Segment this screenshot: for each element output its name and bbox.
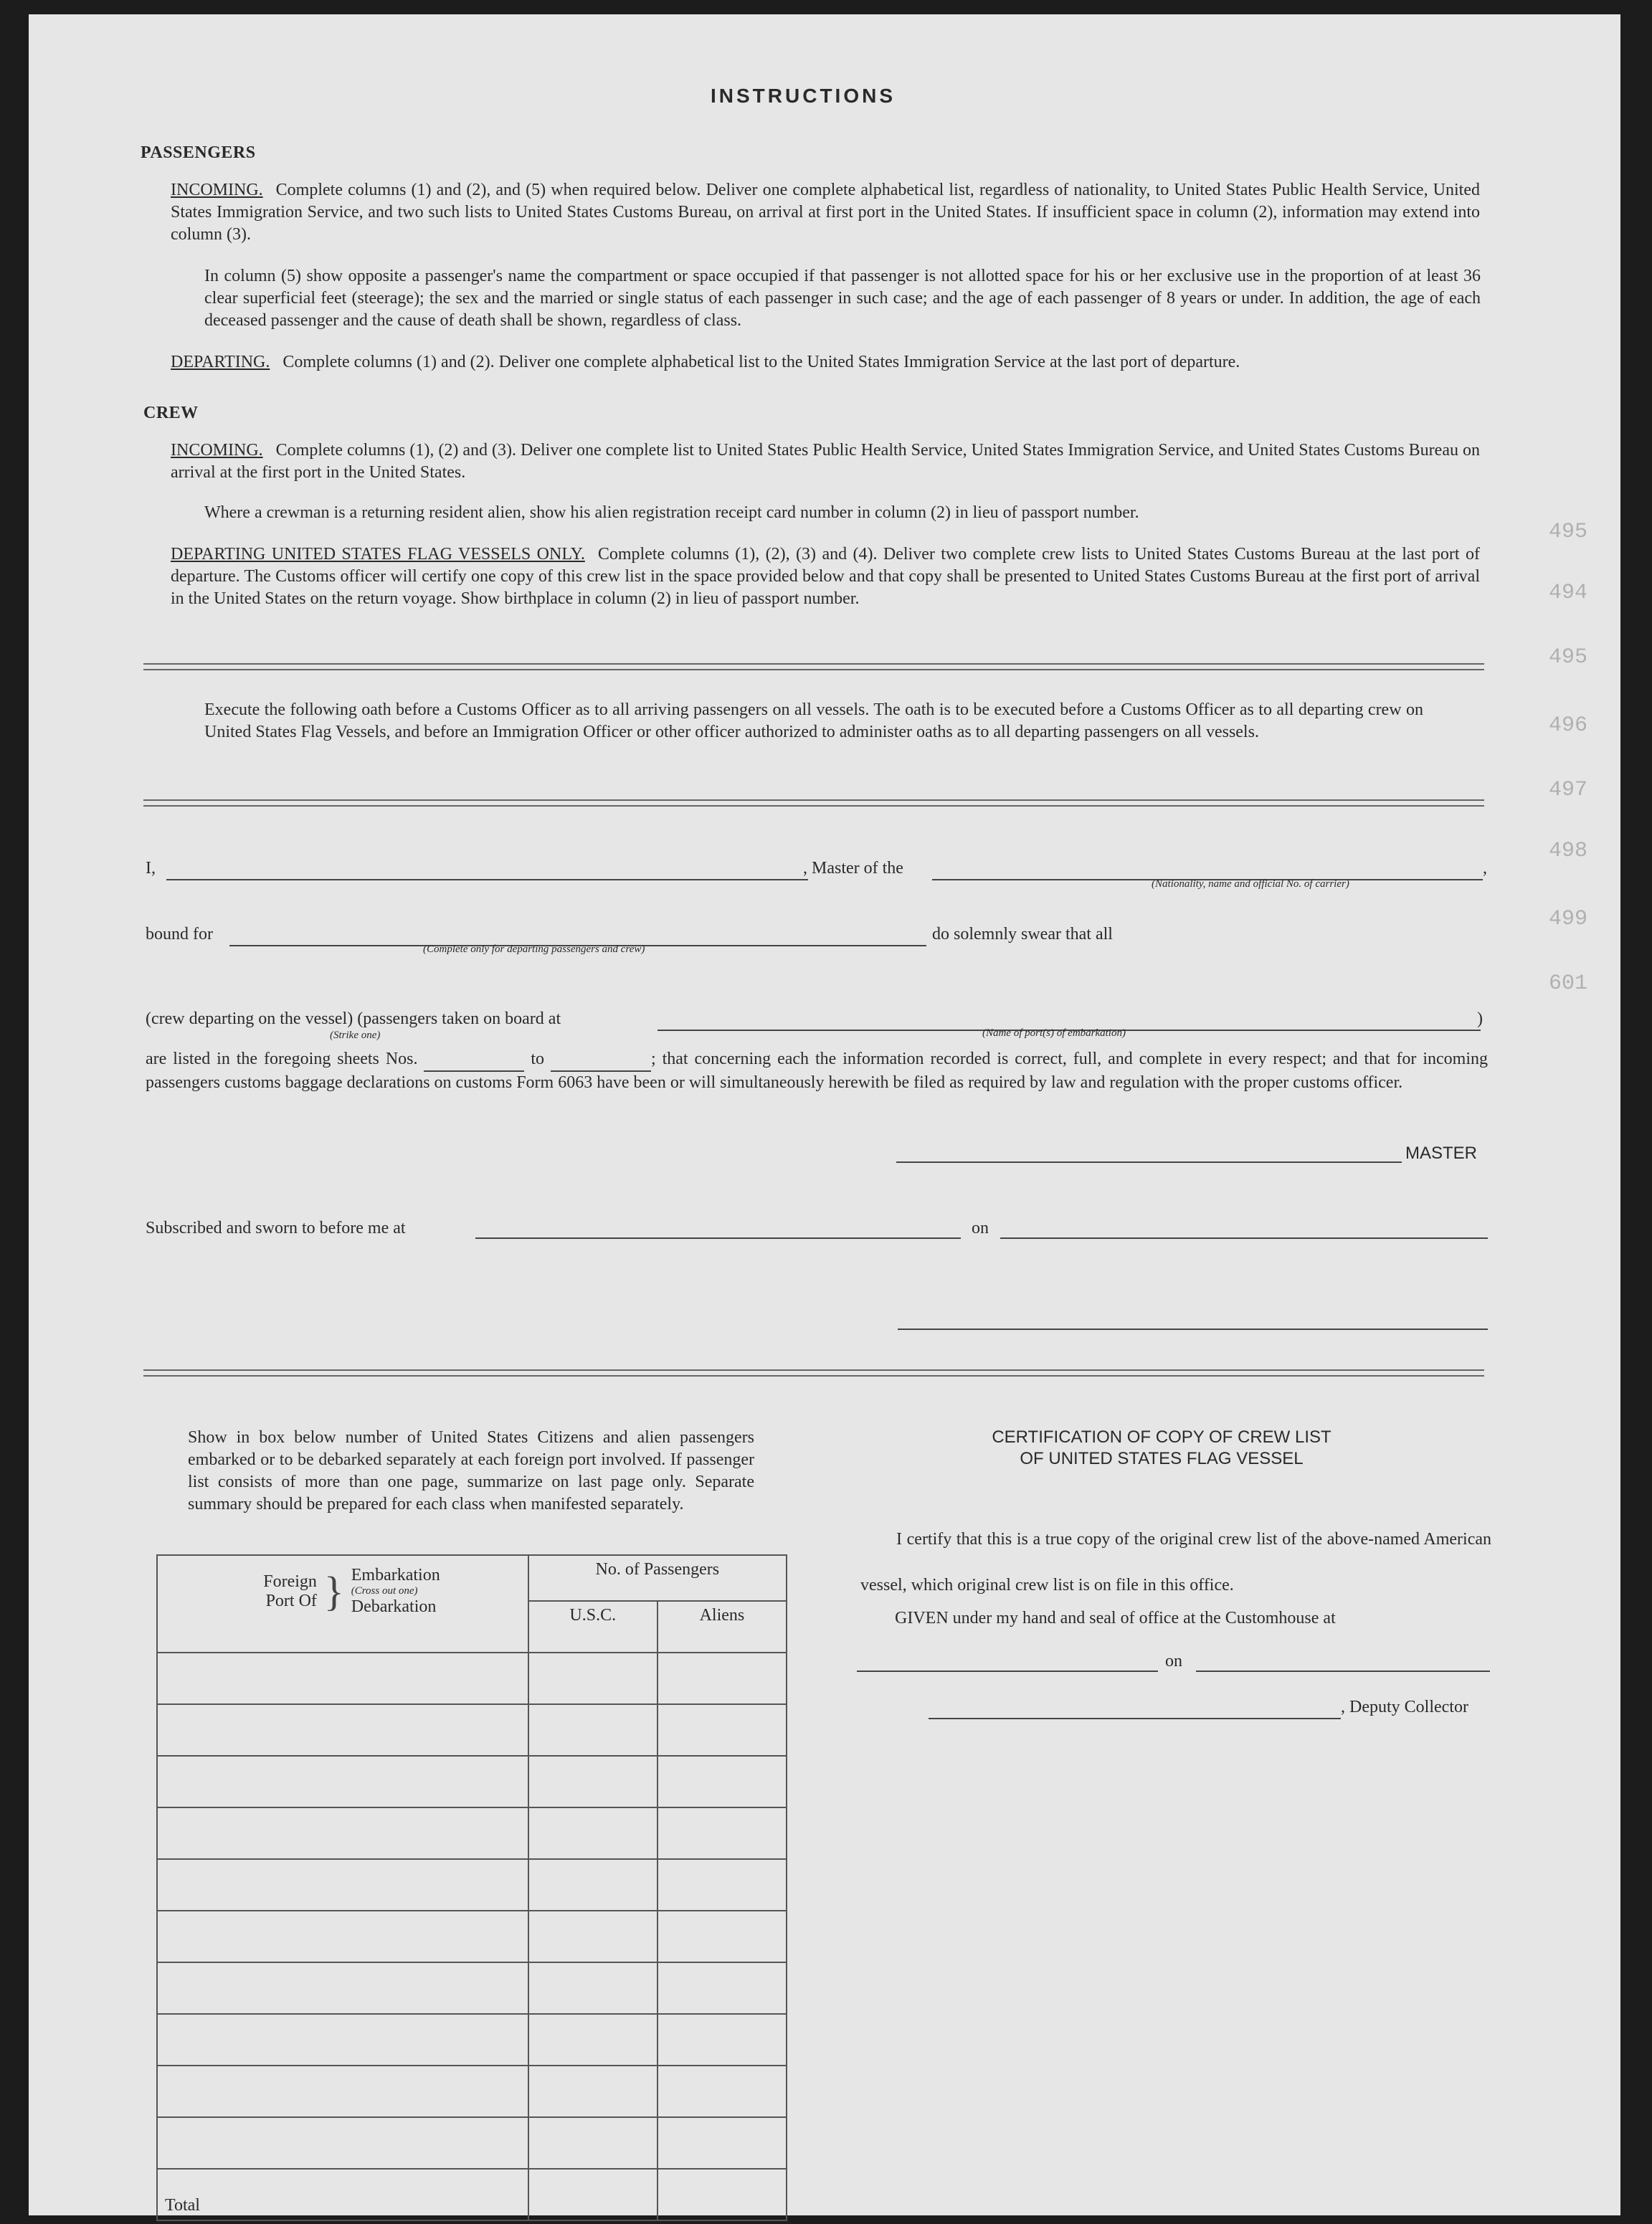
- passengers-column5: In column (5) show opposite a passenger's name the compartment or space occupied if that passenger is not allotted space for his or her exclusive use in the proportion of at least 36 clear superficial feet (steerage); the sex and the married or single status of each passenger in such case; and the age of each passenger of 8 years or under. In addition, the age of each deceased passenger and the cause of death shall be shown, regardless of class.: [204, 267, 1481, 330]
- master-name-field[interactable]: [166, 879, 808, 880]
- crew-heading: CREW: [143, 404, 199, 422]
- table-row: [157, 1911, 787, 1962]
- oath-crew-departing: (crew departing on the vessel) (passengers taken on board at: [146, 1009, 561, 1028]
- oath-listed: are listed in the foregoing sheets Nos. to ; that concerning each the information recorded is correct, full, and complete in every respect; and that for incoming passengers customs baggage declarations on customs Form 6063 have been or will simultaneously herewith be filed as required by law and regulation with the proper customs officer.: [146, 1050, 1489, 1092]
- deputy-signature-field[interactable]: [929, 1718, 1341, 1719]
- crew-departing: [171, 543, 1480, 610]
- sworn-date-field[interactable]: [1000, 1237, 1488, 1239]
- oath-i: I,: [146, 859, 156, 878]
- crew-incoming-label: INCOMING.: [171, 441, 263, 460]
- sheet-to-field[interactable]: [551, 1048, 651, 1072]
- table-row: [157, 1756, 787, 1807]
- table-row: [157, 1653, 787, 1704]
- strike-note: (Strike one): [330, 1030, 381, 1041]
- table-row: [157, 1704, 787, 1756]
- foreign-port-of: Foreign Port Of: [263, 1572, 317, 1610]
- table-row: [157, 2117, 787, 2169]
- sworn-on: on: [972, 1219, 989, 1237]
- box-instruction: Show in box below number of United States Citizens and alien passengers embarked or to be debarked separately at each foreign port involved. If passenger list consists of more than one page, summarize on last page only. Separate summary should be prepared for each class when manifested separately.: [188, 1428, 754, 1513]
- passengers-departing-label: DEPARTING.: [171, 353, 270, 371]
- passengers-departing-text: Complete columns (1) and (2). Deliver one complete alphabetical list to the United States Immigration Service at the last port of departure.: [283, 353, 1240, 371]
- oath-swear: do solemnly swear that all: [932, 925, 1113, 944]
- customhouse-field[interactable]: [857, 1671, 1158, 1672]
- given-text: GIVEN under my hand and seal of office at the Customhouse at: [895, 1609, 1336, 1627]
- passengers-departing: [171, 351, 1480, 374]
- oath-instruction: Execute the following oath before a Customs Officer as to all arriving passengers on all vessels. The oath is to be executed before a Customs Officer as to all departing crew on United States Flag Vessels, and before an Immigration Officer or other officer authorized to administer oaths as to all departing passengers on all vessels.: [204, 700, 1423, 741]
- no-passengers-header: No. of Passengers: [528, 1555, 787, 1601]
- nationality-note: (Nationality, name and official No. of carrier): [1152, 878, 1349, 890]
- officer-signature-field[interactable]: [898, 1329, 1488, 1330]
- close-paren: ): [1477, 1009, 1483, 1028]
- complete-note: (Complete only for departing passengers and crew): [423, 944, 645, 955]
- total-label: Total: [157, 2169, 528, 2220]
- master-signature-field[interactable]: [896, 1161, 1402, 1163]
- debarkation-label: Debarkation: [351, 1597, 437, 1616]
- total-usc[interactable]: [528, 2169, 658, 2220]
- sheet-from-field[interactable]: [424, 1048, 524, 1072]
- divider: [143, 663, 1484, 670]
- aliens-header: Aliens: [658, 1601, 787, 1653]
- divider: [143, 1369, 1484, 1377]
- oath-master-of: , Master of the: [803, 859, 903, 878]
- deputy-collector-label: , Deputy Collector: [1341, 1698, 1468, 1716]
- crew-departing-text: Complete columns (1), (2), (3) and (4). Deliver two complete crew lists to United States Customs Bureau at the last port of departure. The Customs officer will certify one copy of this crew list in the space provided below and that copy shall be presented to United States Customs Bureau at the first port of arrival in the United States on the return voyage. Show birthplace in column (2) in lieu of passport number.: [171, 545, 1480, 608]
- page-title: INSTRUCTIONS: [711, 85, 896, 107]
- divider: [143, 799, 1484, 807]
- embarkation-label: Embarkation: [351, 1566, 440, 1584]
- cert-date-field[interactable]: [1196, 1671, 1490, 1672]
- table-row: [157, 2066, 787, 2117]
- table-row: [157, 1962, 787, 2014]
- cross-out-note: (Cross out one): [351, 1585, 418, 1597]
- passengers-heading: PASSENGERS: [141, 143, 256, 162]
- crew-alien: Where a crewman is a returning resident alien, show his alien registration receipt card number in column (2) in lieu of passport number.: [204, 503, 1139, 522]
- table-row: [157, 1859, 787, 1911]
- table-row: [157, 2014, 787, 2066]
- usc-header: U.S.C.: [528, 1601, 658, 1653]
- certify-text: I certify that this is a true copy of the original crew list of the above-named American vessel, which original crew list is on file in this office.: [860, 1530, 1491, 1595]
- passengers-incoming: [171, 179, 1480, 246]
- foreign-port-header: Foreign Port Of } Embarkation (Cross out one) Debarkation: [157, 1555, 528, 1653]
- oath-bound-for: bound for: [146, 925, 213, 944]
- cert-on: on: [1165, 1652, 1182, 1671]
- crew-incoming-text: Complete columns (1), (2) and (3). Deliver one complete list to United States Public Health Service, United States Immigration Service, and United States Customs Bureau on arrival at the first port in the United States.: [171, 441, 1480, 482]
- total-row: [157, 2169, 787, 2220]
- crew-incoming: [171, 439, 1480, 484]
- crew-departing-label: DEPARTING UNITED STATES FLAG VESSELS ONLY.: [171, 545, 585, 564]
- table-row: [157, 1807, 787, 1859]
- certification-heading: CERTIFICATION OF COPY OF CREW LIST OF UNITED STATES FLAG VESSEL: [992, 1427, 1331, 1468]
- subscribed-text: Subscribed and sworn to before me at: [146, 1219, 406, 1237]
- total-aliens[interactable]: [658, 2169, 787, 2220]
- passenger-summary-table: [156, 1554, 787, 2221]
- master-label: MASTER: [1405, 1144, 1478, 1163]
- passengers-incoming-label: INCOMING.: [171, 181, 263, 199]
- embark-note: (Name of port(s) of embarkation): [982, 1027, 1126, 1039]
- sworn-place-field[interactable]: [475, 1237, 961, 1239]
- passengers-incoming-text: Complete columns (1) and (2), and (5) when required below. Deliver one complete alphabetical list, regardless of nationality, to United States Public Health Service, United States Immigration Service, and two such lists to United States Customs Bureau, on arrival at first port in the United States. If insufficient space in column (2), information may extend into column (3).: [171, 181, 1480, 244]
